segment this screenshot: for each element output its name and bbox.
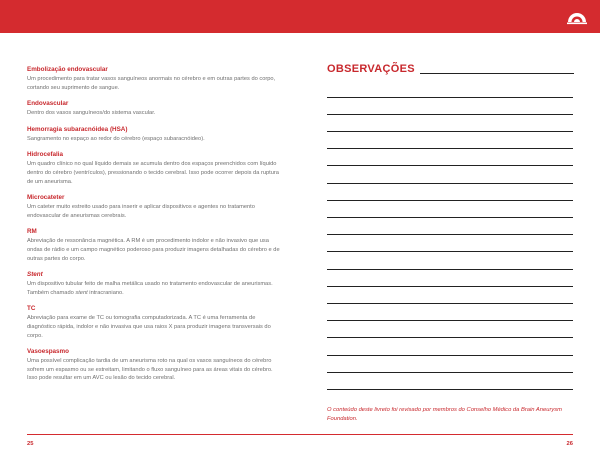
glossary-entry-rm xyxy=(27,228,282,263)
notes-header xyxy=(327,63,574,76)
glossary-entry-hidrocefalia xyxy=(27,151,282,186)
review-footnote: O conteúdo deste livreto foi revisado por membros do Conselho Médico da Brain Aneurysm Foundation. xyxy=(327,407,563,422)
glossary-description: Dentro dos vasos sanguíneos/do sistema vascular. xyxy=(27,110,156,117)
notes-line xyxy=(327,286,573,287)
description-text: Um dispositivo tubular feito de malha metálica usado no tratamento endovascular de aneurismas. Também chamado xyxy=(27,281,273,296)
notes-line xyxy=(327,234,573,235)
description-italic-text: stent xyxy=(75,289,88,296)
glossary-description: Um procedimento para tratar vasos sanguíneos anormais no cérebro e em outras partes do corpo, cortando seu suprimento de sangue. xyxy=(27,76,276,91)
brain-aneurysm-foundation-logo-icon xyxy=(566,9,588,25)
glossary-term: RM xyxy=(27,228,37,236)
glossary-term: Vasoespasmo xyxy=(27,348,70,356)
glossary-list xyxy=(27,66,282,391)
notes-line xyxy=(327,165,573,166)
glossary-description: Sangramento no espaço ao redor do cérebro (espaço subaracnóideo). xyxy=(27,135,205,142)
glossary-entry-embolizacao xyxy=(27,66,282,92)
glossary-term: Embolização endovascular xyxy=(27,66,108,73)
glossary-description: Uma possível complicação tardia de um aneurisma roto na qual os vasos sanguíneos do cérebro sofrem um espasmo ou se estreitam, limitando o fluxo sanguíneo para as áreas vitais do cérebro. Isso pode resultar em um AVC ou lesão do tecido cerebral. xyxy=(27,358,273,382)
notes-line xyxy=(327,320,573,321)
glossary-entry-stent xyxy=(27,271,282,297)
page-number-left: 25 xyxy=(27,441,34,447)
notes-line xyxy=(327,200,573,201)
page-number-right: 26 xyxy=(566,441,573,447)
glossary-term: Hemorragia subaracnóidea (HSA) xyxy=(27,125,128,133)
glossary-term: Microcateter xyxy=(27,194,65,202)
glossary-description: Abreviação de ressonância magnética. A RM é um procedimento indolor e não invasivo que usa ondas de rádio e um campo magnético poderoso para produzir imagens detalhadas do cérebro e de outras partes do corpo. xyxy=(27,238,280,262)
notes-line xyxy=(327,148,573,149)
notes-line xyxy=(327,269,573,270)
notes-title: OBSERVAÇÕES xyxy=(327,63,415,75)
notes-line xyxy=(327,114,573,115)
notes-line xyxy=(327,131,573,132)
description-text: intracraniano. xyxy=(87,289,124,296)
glossary-entry-vasoespasmo xyxy=(27,348,282,383)
notes-section xyxy=(327,63,574,76)
notes-title-rule xyxy=(420,73,574,74)
glossary-entry-hsa xyxy=(27,126,282,144)
notes-line xyxy=(327,389,573,390)
notes-line xyxy=(327,183,573,184)
glossary-entry-tc xyxy=(27,305,282,340)
glossary-term: TC xyxy=(27,305,36,313)
glossary-entry-endovascular xyxy=(27,100,282,118)
glossary-description: Um cateter muito estreito usado para inserir e aplicar dispositivos e agentes no tratamento endovascular de aneurismas cerebrais. xyxy=(27,204,255,219)
glossary-description: Um quadro clínico no qual líquido demais se acumula dentro dos espaços preenchidos com líquido dentro do cérebro (ventrículos), pressionando o tecido cerebral. Isso pode ocorrer depois da ruptura de um aneurisma. xyxy=(27,161,279,185)
notes-line xyxy=(327,303,573,304)
notes-line xyxy=(327,372,573,373)
notes-line xyxy=(327,251,573,252)
glossary-term: Stent xyxy=(27,271,43,279)
notes-line xyxy=(327,355,573,356)
glossary-term: Hidrocefalia xyxy=(27,151,64,159)
glossary-description: Abreviação para exame de TC ou tomografia computadorizada. A TC é uma ferramenta de diagnóstico rápida, indolor e não invasiva que usa raios X para produzir imagens transversais do corpo. xyxy=(27,315,271,339)
notes-line xyxy=(327,217,573,218)
notes-line xyxy=(327,97,573,98)
notes-line xyxy=(327,337,573,338)
footer-divider xyxy=(27,434,573,435)
glossary-term: Endovascular xyxy=(27,100,69,108)
glossary-entry-microcateter xyxy=(27,194,282,220)
header-bar xyxy=(0,0,600,33)
glossary-description xyxy=(27,280,282,297)
